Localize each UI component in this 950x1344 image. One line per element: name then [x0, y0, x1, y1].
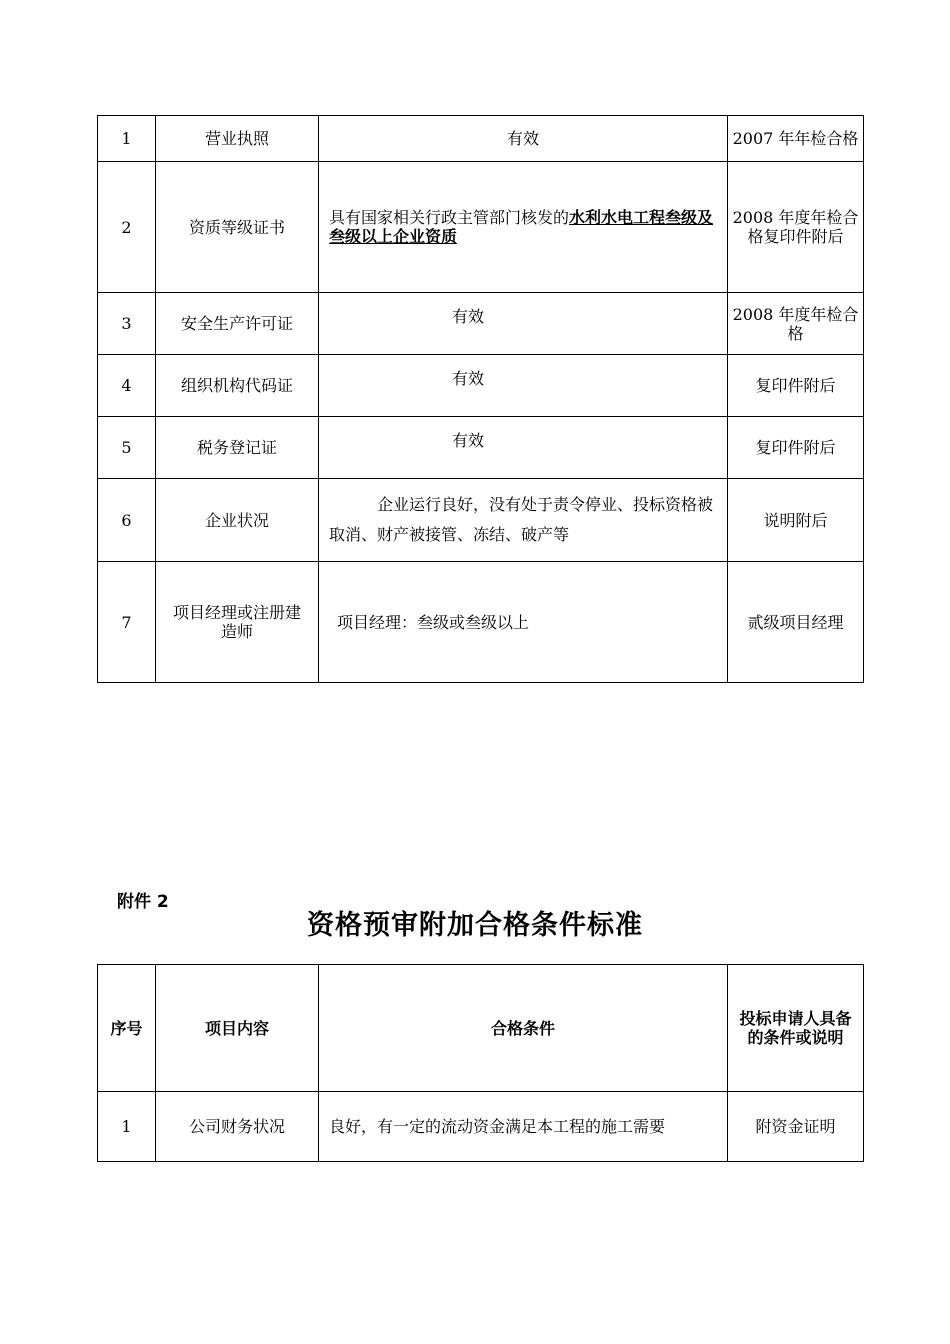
row-number: 6 [98, 479, 156, 562]
condition-text [319, 162, 728, 293]
table-row [98, 479, 864, 562]
table-row [98, 417, 864, 479]
row-number: 1 [98, 1092, 156, 1162]
note-text: 附资金证明 [728, 1092, 864, 1162]
item-name: 项目经理或注册建造师 [156, 562, 319, 683]
row-number: 1 [98, 116, 156, 162]
item-name: 资质等级证书 [156, 162, 319, 293]
header-number: 序号 [98, 965, 156, 1092]
header-item: 项目内容 [156, 965, 319, 1092]
row-number: 7 [98, 562, 156, 683]
item-name: 组织机构代码证 [156, 355, 319, 417]
condition-prefix: 具有国家相关行政主管部门核发的 [329, 208, 570, 227]
note-text: 复印件附后 [728, 355, 864, 417]
note-text: 贰级项目经理 [728, 562, 864, 683]
table-row [98, 162, 864, 293]
item-name: 安全生产许可证 [156, 293, 319, 355]
table-row [98, 293, 864, 355]
note-text: 2008 年度年检合格复印件附后 [728, 162, 864, 293]
section-title: 资格预审附加合格条件标准 [307, 910, 643, 941]
condition-emphasis: 水利水电工程叁级及叁级以上企业资质 [329, 208, 714, 246]
table-header-row [98, 965, 864, 1092]
condition-text: 项目经理：叁级或叁级以上 [319, 562, 728, 683]
item-name: 企业状况 [156, 479, 319, 562]
item-name: 公司财务状况 [156, 1092, 319, 1162]
condition-text: 有效 [319, 355, 728, 417]
condition-text: 良好，有一定的流动资金满足本工程的施工需要 [319, 1092, 728, 1162]
table-row [98, 116, 864, 162]
condition-text: 有效 [319, 417, 728, 479]
attachment-label: 附件 2 [117, 892, 169, 912]
note-text: 复印件附后 [728, 417, 864, 479]
condition-text: 有效 [319, 293, 728, 355]
row-number: 5 [98, 417, 156, 479]
qualification-table [97, 115, 864, 683]
row-number: 4 [98, 355, 156, 417]
table-row [98, 355, 864, 417]
table-row [98, 562, 864, 683]
header-condition: 合格条件 [319, 965, 728, 1092]
item-name: 营业执照 [156, 116, 319, 162]
additional-conditions-table [97, 964, 864, 1162]
note-text: 说明附后 [728, 479, 864, 562]
header-note: 投标申请人具备的条件或说明 [728, 965, 864, 1092]
condition-text: 有效 [319, 116, 728, 162]
table-row [98, 1092, 864, 1162]
condition-text: 企业运行良好，没有处于责令停业、投标资格被取消、财产被接管、冻结、破产等 [319, 479, 728, 562]
note-text: 2008 年度年检合格 [728, 293, 864, 355]
item-name: 税务登记证 [156, 417, 319, 479]
row-number: 2 [98, 162, 156, 293]
row-number: 3 [98, 293, 156, 355]
note-text: 2007 年年检合格 [728, 116, 864, 162]
